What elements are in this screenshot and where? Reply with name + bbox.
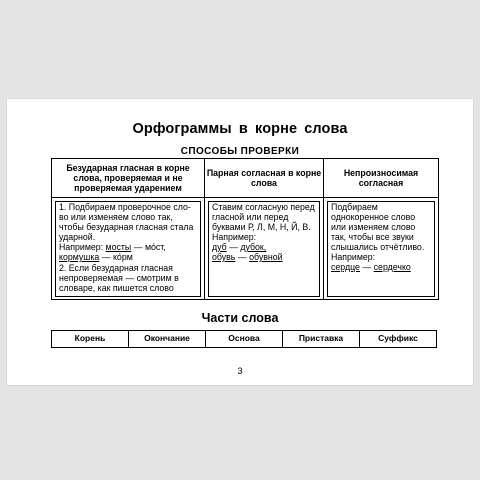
page-title: Орфограммы в корне слова <box>132 121 348 137</box>
rule-text: Ставим согласную перед гласной или перед буквами Р, Л, М, Н, Й, В. <box>212 202 315 232</box>
word-part-suffix: Суффикс <box>378 333 418 343</box>
example-word: ко́рм <box>112 252 133 262</box>
example-line <box>59 242 197 252</box>
word-part-stem: Основа <box>206 331 283 347</box>
example-word: дуб <box>212 242 227 252</box>
dash: — <box>362 262 372 272</box>
word-part-prefix: Приставка <box>283 331 360 347</box>
example-word: дубок, <box>240 242 267 252</box>
rule-text: Подбираем однокоренное слово или изменяем слово так, чтобы все звуки слышались отчётливо. <box>331 202 425 252</box>
example-word: сердечко <box>373 262 411 272</box>
example-label: Например: <box>212 232 257 242</box>
example-label: Например: <box>59 242 104 252</box>
cell-unstressed-vowel <box>52 198 205 300</box>
example-word: мо́ст, <box>144 242 166 252</box>
example-word: кормушка <box>59 252 100 262</box>
example-label: Например: <box>331 252 376 262</box>
header-silent-consonant: Непроизносимая согласная <box>324 159 439 198</box>
example-line <box>59 252 197 262</box>
header-paired-consonant: Парная согласная в корне слова <box>205 159 324 198</box>
example-line <box>212 242 316 252</box>
cell-paired-consonant <box>205 198 324 300</box>
rule-text: 1. Подбираем проверочное сло-во или изменяем слово так, чтобы безударная гласная стала ударной. <box>59 202 194 242</box>
rule-box <box>327 201 435 297</box>
dash: — <box>101 252 111 262</box>
word-part-ending: Окончание <box>129 331 206 347</box>
rules-table <box>51 158 439 300</box>
dash: — <box>237 252 247 262</box>
rule-box <box>55 201 201 297</box>
rule-text: 2. Если безударная гласная непроверяемая — смотрим в словаре, как пишется слово <box>59 263 179 293</box>
example-word: сердце <box>331 262 360 272</box>
dash: — <box>133 242 143 252</box>
header-unstressed-vowel: Безударная гласная в корне слова, проверяемая и не проверяемая ударением <box>52 159 205 198</box>
book-page <box>7 99 473 385</box>
parts-title: Части слова <box>201 311 279 325</box>
word-parts-table <box>51 330 437 348</box>
example-word: мосты <box>105 242 132 252</box>
page-number: 3 <box>237 366 243 376</box>
cell-silent-consonant <box>324 198 439 300</box>
dash: — <box>229 242 238 252</box>
example-line <box>212 252 316 262</box>
example-word: обувь <box>212 252 236 262</box>
rule-box <box>208 201 320 297</box>
word-part-root: Корень <box>52 331 129 347</box>
example-line <box>331 262 431 272</box>
methods-caption: СПОСОБЫ ПРОВЕРКИ <box>180 146 300 157</box>
example-word: обувной <box>249 252 283 262</box>
